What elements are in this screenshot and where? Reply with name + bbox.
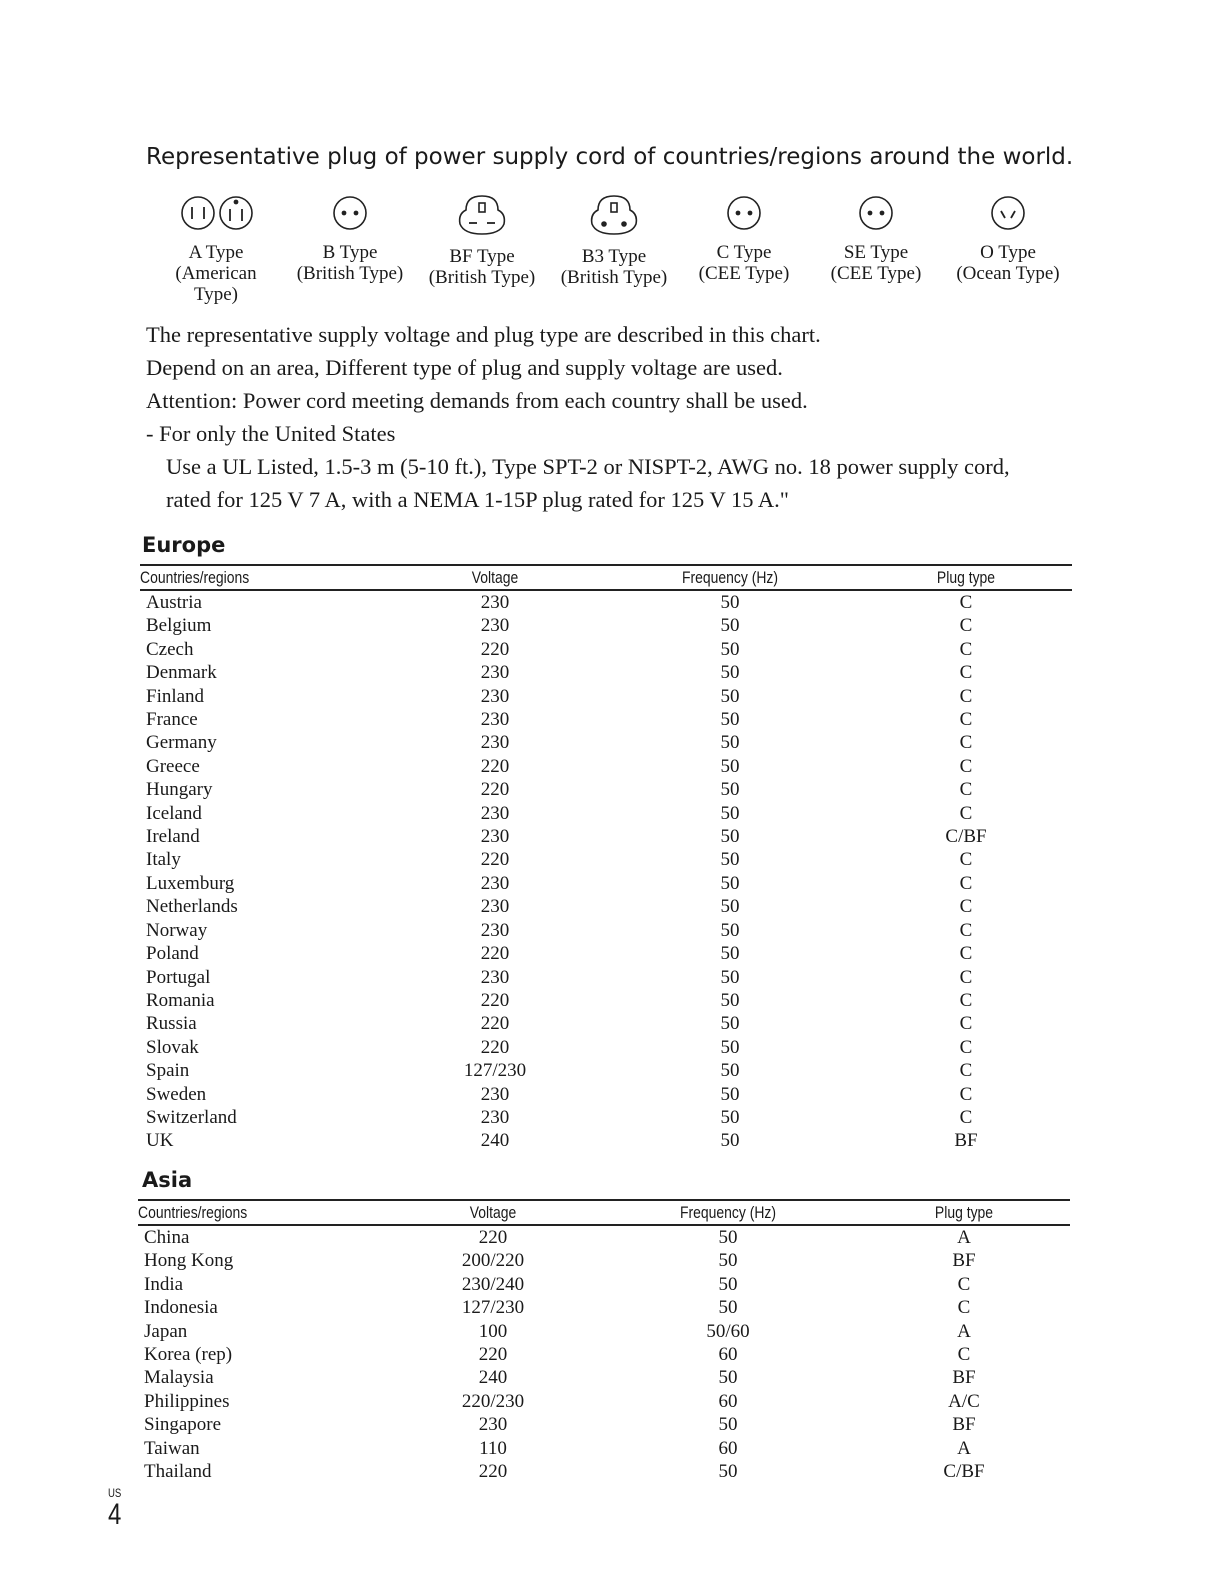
frequency-cell: 50/60 bbox=[706, 1320, 750, 1342]
plug-type-cell: C bbox=[959, 685, 973, 707]
voltage-cell: 127/230 bbox=[463, 1060, 527, 1082]
plug-type-cell: C bbox=[959, 1036, 973, 1058]
table-row bbox=[138, 1320, 1070, 1343]
plug-type-cell: C bbox=[959, 1106, 973, 1128]
frequency-cell: 50 bbox=[718, 1273, 738, 1295]
table-row bbox=[140, 1036, 1072, 1059]
frequency-cell: 50 bbox=[720, 943, 740, 965]
table-row bbox=[140, 895, 1072, 918]
plug-type-cell: C bbox=[959, 755, 973, 777]
voltage-cell: 220 bbox=[480, 1036, 510, 1058]
column-header-frequency: Frequency (Hz) bbox=[623, 565, 836, 590]
plug-type-cell: C bbox=[959, 872, 973, 894]
table-row bbox=[138, 1249, 1070, 1272]
plug-bf: BF Type (British Type) bbox=[412, 192, 552, 288]
table-row bbox=[140, 614, 1072, 637]
europe-heading: Europe bbox=[142, 533, 226, 557]
plug-b: B Type (British Type) bbox=[280, 192, 420, 284]
page-title: Representative plug of power supply cord of countries/regions around the world. bbox=[146, 144, 1074, 170]
frequency-cell: 60 bbox=[718, 1390, 738, 1412]
voltage-cell: 230 bbox=[480, 662, 510, 684]
plug-type-cell: C bbox=[959, 662, 973, 684]
table-row bbox=[140, 825, 1072, 848]
plug-type-cell: A/C bbox=[948, 1390, 980, 1412]
table-row bbox=[140, 848, 1072, 871]
country-cell: Slovak bbox=[146, 1036, 199, 1058]
frequency-cell: 50 bbox=[720, 662, 740, 684]
frequency-cell: 50 bbox=[720, 919, 740, 941]
table-row bbox=[138, 1460, 1070, 1483]
table-row bbox=[138, 1296, 1070, 1319]
frequency-cell: 50 bbox=[720, 989, 740, 1011]
paragraph-chart-description: The representative supply voltage and plug type are described in this chart. bbox=[146, 322, 821, 347]
table-row bbox=[140, 708, 1072, 731]
plug-se: SE Type (CEE Type) bbox=[806, 192, 946, 284]
plug-o-icon bbox=[988, 192, 1028, 232]
voltage-cell: 230 bbox=[480, 685, 510, 707]
voltage-cell: 230 bbox=[480, 802, 510, 824]
voltage-cell: 230 bbox=[480, 826, 510, 848]
frequency-cell: 50 bbox=[720, 1060, 740, 1082]
plug-type-cell: C bbox=[959, 709, 973, 731]
plug-type-cell: C bbox=[959, 732, 973, 754]
country-cell: India bbox=[144, 1273, 184, 1295]
country-cell: China bbox=[144, 1227, 190, 1248]
plug-type-cell: BF bbox=[952, 1414, 976, 1436]
country-cell: Germany bbox=[146, 732, 217, 754]
frequency-cell: 50 bbox=[720, 872, 740, 894]
paragraph-us-only: - For only the United States bbox=[146, 421, 396, 446]
plug-type-cell: A bbox=[957, 1437, 971, 1459]
plug-type-cell: C bbox=[957, 1344, 971, 1366]
frequency-cell: 50 bbox=[720, 755, 740, 777]
frequency-cell: 50 bbox=[720, 966, 740, 988]
frequency-cell: 50 bbox=[720, 779, 740, 801]
plug-se-icon bbox=[856, 192, 896, 232]
table-row bbox=[140, 872, 1072, 895]
country-cell: Taiwan bbox=[144, 1437, 200, 1459]
table-row bbox=[138, 1343, 1070, 1366]
frequency-cell: 50 bbox=[720, 592, 740, 613]
country-cell: Finland bbox=[146, 685, 205, 707]
table-row bbox=[140, 919, 1072, 942]
plug-o: O Type (Ocean Type) bbox=[938, 192, 1078, 284]
country-cell: Austria bbox=[146, 592, 202, 613]
plug-type-cell: C bbox=[959, 615, 973, 637]
country-cell: Greece bbox=[146, 755, 200, 777]
table-row bbox=[140, 590, 1072, 614]
country-cell: Iceland bbox=[146, 802, 202, 824]
voltage-cell: 230 bbox=[478, 1414, 508, 1436]
table-row bbox=[140, 1106, 1072, 1129]
voltage-cell: 230 bbox=[480, 896, 510, 918]
europe-table bbox=[140, 564, 1072, 1153]
country-cell: Japan bbox=[144, 1320, 188, 1342]
voltage-cell: 230 bbox=[480, 966, 510, 988]
plug-bf-icon bbox=[454, 192, 510, 236]
voltage-cell: 220 bbox=[480, 1013, 510, 1035]
country-cell: UK bbox=[146, 1130, 174, 1152]
asia-heading: Asia bbox=[142, 1168, 193, 1192]
frequency-cell: 50 bbox=[720, 802, 740, 824]
table-row bbox=[140, 778, 1072, 801]
country-cell: Denmark bbox=[146, 662, 217, 684]
voltage-cell: 240 bbox=[480, 1130, 510, 1152]
asia-table-body bbox=[138, 1225, 1070, 1483]
plug-type-cell: C bbox=[959, 1083, 973, 1105]
column-header-country: Countries/regions bbox=[140, 565, 345, 590]
voltage-cell: 230 bbox=[480, 732, 510, 754]
plug-type-cell: C bbox=[957, 1297, 971, 1319]
country-cell: Philippines bbox=[144, 1390, 230, 1412]
table-row bbox=[140, 802, 1072, 825]
plug-type-cell: C bbox=[959, 1060, 973, 1082]
table-row bbox=[138, 1413, 1070, 1436]
table-row bbox=[140, 1059, 1072, 1082]
voltage-cell: 230 bbox=[480, 872, 510, 894]
country-cell: Sweden bbox=[146, 1083, 207, 1105]
frequency-cell: 50 bbox=[718, 1461, 738, 1483]
voltage-cell: 220 bbox=[478, 1461, 508, 1483]
plug-a-icon bbox=[170, 192, 262, 232]
country-cell: Luxemburg bbox=[146, 872, 235, 894]
plug-type-cell: A bbox=[957, 1227, 971, 1248]
plug-type-cell: BF bbox=[952, 1367, 976, 1389]
column-header-voltage: Voltage bbox=[409, 565, 581, 590]
voltage-cell: 230/240 bbox=[461, 1273, 525, 1295]
table-row bbox=[140, 638, 1072, 661]
plug-type-cell: C bbox=[959, 802, 973, 824]
voltage-cell: 230 bbox=[480, 592, 510, 613]
country-cell: Indonesia bbox=[144, 1297, 218, 1319]
column-header-plug-type: Plug type bbox=[877, 1200, 1051, 1225]
plug-type-cell: C bbox=[959, 943, 973, 965]
table-row bbox=[140, 755, 1072, 778]
table-row bbox=[138, 1437, 1070, 1460]
voltage-cell: 220/230 bbox=[461, 1390, 525, 1412]
table-row bbox=[138, 1390, 1070, 1413]
country-cell: Singapore bbox=[144, 1414, 222, 1436]
voltage-cell: 220 bbox=[478, 1344, 508, 1366]
voltage-cell: 230 bbox=[480, 709, 510, 731]
plug-type-cell: C bbox=[959, 919, 973, 941]
voltage-cell: 220 bbox=[480, 943, 510, 965]
country-cell: Spain bbox=[146, 1060, 190, 1082]
frequency-cell: 50 bbox=[720, 732, 740, 754]
plug-c: C Type (CEE Type) bbox=[674, 192, 814, 284]
frequency-cell: 60 bbox=[718, 1437, 738, 1459]
table-row bbox=[140, 1083, 1072, 1106]
table-row bbox=[140, 966, 1072, 989]
column-header-frequency: Frequency (Hz) bbox=[621, 1200, 834, 1225]
table-row bbox=[140, 942, 1072, 965]
frequency-cell: 50 bbox=[720, 638, 740, 660]
paragraph-us-cord-line1: Use a UL Listed, 1.5-3 m (5-10 ft.), Type SPT-2 or NISPT-2, AWG no. 18 power supply cord, bbox=[166, 454, 1010, 479]
table-row bbox=[140, 731, 1072, 754]
plug-b3-icon bbox=[586, 192, 642, 236]
frequency-cell: 50 bbox=[720, 826, 740, 848]
voltage-cell: 220 bbox=[478, 1227, 508, 1248]
paragraph-attention: Attention: Power cord meeting demands from each country shall be used. bbox=[146, 388, 808, 413]
frequency-cell: 50 bbox=[720, 1130, 740, 1152]
plug-type-cell: C bbox=[959, 966, 973, 988]
voltage-cell: 220 bbox=[480, 638, 510, 660]
page-number: 4 bbox=[108, 1498, 122, 1531]
frequency-cell: 50 bbox=[720, 1013, 740, 1035]
country-cell: Romania bbox=[146, 989, 215, 1011]
plug-type-cell: C bbox=[959, 989, 973, 1011]
column-header-country: Countries/regions bbox=[138, 1200, 343, 1225]
plug-type-cell: C bbox=[959, 638, 973, 660]
table-row bbox=[140, 661, 1072, 684]
voltage-cell: 230 bbox=[480, 919, 510, 941]
voltage-cell: 230 bbox=[480, 1083, 510, 1105]
table-header-row bbox=[138, 1200, 1070, 1225]
frequency-cell: 50 bbox=[720, 709, 740, 731]
frequency-cell: 50 bbox=[718, 1227, 738, 1248]
plug-type-cell: C bbox=[959, 1013, 973, 1035]
frequency-cell: 50 bbox=[720, 1083, 740, 1105]
frequency-cell: 50 bbox=[720, 615, 740, 637]
plug-b3: B3 Type (British Type) bbox=[544, 192, 684, 288]
language-code: US bbox=[108, 1486, 122, 1500]
voltage-cell: 240 bbox=[478, 1367, 508, 1389]
table-row bbox=[140, 989, 1072, 1012]
plug-type-cell: C bbox=[959, 592, 973, 613]
plug-type-cell: A bbox=[957, 1320, 971, 1342]
frequency-cell: 50 bbox=[720, 849, 740, 871]
plug-a: A Type (American Type) bbox=[146, 192, 286, 305]
table-row bbox=[140, 685, 1072, 708]
plug-b-icon bbox=[330, 192, 370, 232]
country-cell: Poland bbox=[146, 943, 199, 965]
frequency-cell: 60 bbox=[718, 1344, 738, 1366]
column-header-voltage: Voltage bbox=[407, 1200, 579, 1225]
country-cell: Malaysia bbox=[144, 1367, 214, 1389]
country-cell: Italy bbox=[146, 849, 181, 871]
voltage-cell: 220 bbox=[480, 849, 510, 871]
paragraph-area-note: Depend on an area, Different type of plug and supply voltage are used. bbox=[146, 355, 783, 380]
plug-type-cell: C bbox=[959, 896, 973, 918]
voltage-cell: 127/230 bbox=[461, 1297, 525, 1319]
table-row bbox=[138, 1366, 1070, 1389]
voltage-cell: 100 bbox=[478, 1320, 508, 1342]
frequency-cell: 50 bbox=[720, 896, 740, 918]
frequency-cell: 50 bbox=[718, 1297, 738, 1319]
plug-type-cell: C bbox=[959, 849, 973, 871]
column-header-plug-type: Plug type bbox=[879, 565, 1053, 590]
frequency-cell: 50 bbox=[720, 685, 740, 707]
paragraph-us-cord-line2: rated for 125 V 7 A, with a NEMA 1-15P plug rated for 125 V 15 A." bbox=[166, 487, 789, 512]
country-cell: Switzerland bbox=[146, 1106, 237, 1128]
plug-type-cell: C bbox=[959, 779, 973, 801]
frequency-cell: 50 bbox=[718, 1414, 738, 1436]
plug-type-cell: C/BF bbox=[943, 1461, 985, 1483]
voltage-cell: 230 bbox=[480, 1106, 510, 1128]
table-row bbox=[138, 1273, 1070, 1296]
country-cell: Portugal bbox=[146, 966, 211, 988]
voltage-cell: 200/220 bbox=[461, 1250, 525, 1272]
voltage-cell: 230 bbox=[480, 615, 510, 637]
table-header-row bbox=[140, 565, 1072, 590]
plug-type-cell: C/BF bbox=[945, 826, 987, 848]
plug-type-cell: C bbox=[957, 1273, 971, 1295]
frequency-cell: 50 bbox=[718, 1250, 738, 1272]
country-cell: Hong Kong bbox=[144, 1250, 234, 1272]
voltage-cell: 220 bbox=[480, 989, 510, 1011]
country-cell: Netherlands bbox=[146, 896, 238, 918]
table-row bbox=[138, 1225, 1070, 1249]
page-number-block bbox=[108, 1486, 125, 1530]
voltage-cell: 220 bbox=[480, 779, 510, 801]
country-cell: Ireland bbox=[146, 826, 200, 848]
country-cell: Belgium bbox=[146, 615, 212, 637]
plug-type-cell: BF bbox=[952, 1250, 976, 1272]
country-cell: Russia bbox=[146, 1013, 197, 1035]
table-row bbox=[140, 1012, 1072, 1035]
country-cell: Czech bbox=[146, 638, 194, 660]
frequency-cell: 50 bbox=[720, 1036, 740, 1058]
plug-c-icon bbox=[724, 192, 764, 232]
country-cell: Hungary bbox=[146, 779, 213, 801]
country-cell: Norway bbox=[146, 919, 208, 941]
country-cell: Korea (rep) bbox=[144, 1344, 233, 1366]
table-row bbox=[140, 1129, 1072, 1152]
country-cell: France bbox=[146, 709, 198, 731]
europe-table-body bbox=[140, 590, 1072, 1153]
country-cell: Thailand bbox=[144, 1461, 212, 1483]
frequency-cell: 50 bbox=[718, 1367, 738, 1389]
frequency-cell: 50 bbox=[720, 1106, 740, 1128]
asia-table bbox=[138, 1199, 1070, 1483]
voltage-cell: 220 bbox=[480, 755, 510, 777]
plug-type-cell: BF bbox=[954, 1130, 978, 1152]
voltage-cell: 110 bbox=[479, 1437, 507, 1459]
